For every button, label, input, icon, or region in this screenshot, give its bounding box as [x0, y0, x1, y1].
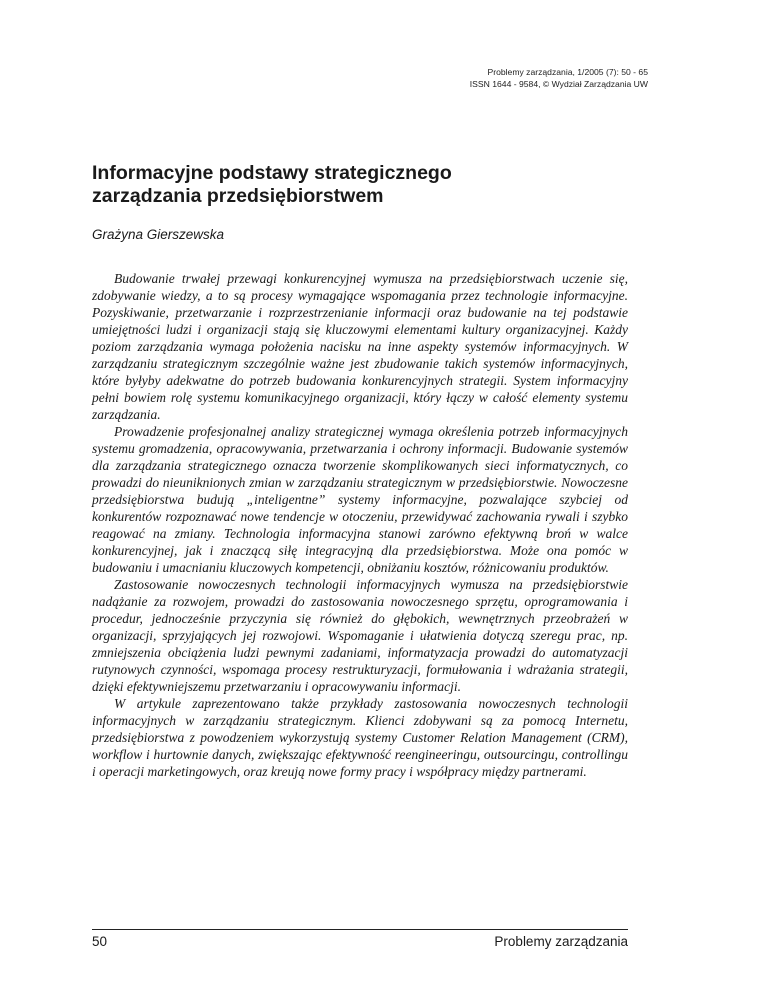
citation-line-issn: ISSN 1644 - 9584, © Wydział Zarządzania UW [469, 79, 648, 89]
page-number: 50 [92, 934, 108, 949]
article-abstract [92, 270, 628, 780]
journal-citation [470, 66, 648, 90]
footer-divider [92, 929, 628, 930]
abstract-paragraph: Budowanie trwałej przewagi konkurencyjnej wymusza na przedsiębiorstwach uczenie się, zdobywanie wiedzy, a to są procesy wymagające wspomagania przez technologie informacyjne. Pozyskiwanie, przetwarzanie i rozprzestrzenianie informacji oraz budowanie na tej podstawie umiejętności ludzi i organizacji stają się kluczowymi elementami kultury organizacyjnej. Każdy poziom zarządzania wymaga położenia nacisku na inne aspekty systemów informacyjnych. W zarządzaniu strategicznym szczególnie ważne jest zbudowanie takich systemów informacyjnych, które byłyby adekwatne do potrzeb budowania konkurencyjnych strategii. System informacyjny pełni bowiem rolę systemu komunikacyjnego organizacji, który łączy w całość elementy systemu zarządzania. [92, 271, 628, 422]
abstract-paragraph: Prowadzenie profesjonalnej analizy strategicznej wymaga określenia potrzeb informacyjnych systemu gromadzenia, opracowywania, przetwarzania i ochrony informacji. Budowanie systemów dla zarządzania strategicznego oznacza tworzenie skomplikowanych sieci informatycznych, co prowadzi do nieuniknionych zmian w zarządzaniu strategicznym w przedsiębiorstwie. Nowoczesne przedsiębiorstwa budują „inteligentne” systemy informacyjne, pozwalające szybciej od konkurentów rozpoznawać nowe tendencje w otoczeniu, przewidywać zachowania rywali i szybko reagować na zmiany. Technologia informacyjna stanowi zarówno efektywną broń w walce konkurencyjnej, jak i znaczącą siłę integracyjną dla przedsiębiorstwa. Może ona pomóc w budowaniu i umacnianiu kluczowych kompetencji, obniżaniu kosztów, różnicowaniu produktów. [92, 424, 628, 575]
footer-journal-name: Problemy zarządzania [494, 934, 628, 949]
abstract-paragraph: W artykule zaprezentowano także przykłady zastosowania nowoczesnych technologii informacyjnych w zarządzaniu strategicznym. Klienci zdobywani są za pomocą Internetu, przedsiębiorstwa z powodzeniem wykorzystują systemy Customer Relation Management (CRM), workflow i hurtownie danych, zwiększając efektywność reengineeringu, outsourcingu, controllingu i operacji marketingowych, oraz kreują nowe formy pracy i współpracy między partnerami. [92, 696, 628, 779]
citation-line-issue: Problemy zarządzania, 1/2005 (7): 50 - 65 [487, 67, 648, 77]
article-author: Grażyna Gierszewska [92, 227, 225, 242]
article-title-line-1: Informacyjne podstawy strategicznego [92, 162, 452, 184]
abstract-paragraph: Zastosowanie nowoczesnych technologii informacyjnych wymusza na przedsiębiorstwie nadążanie za rozwojem, prowadzi do zastosowania nowoczesnego sprzętu, oprogramowania i procedur, jednocześnie przyczynia się również do głębokich, wewnętrznych przeobrażeń w organizacji, sprzyjających jej rozwojowi. Wspomaganie i ułatwienia dotyczą szeregu prac, np. zmniejszenia obciążenia ludzi pewnymi zadaniami, informatyzacja prowadzi do automatyzacji rutynowych czynności, wspomaga procesy restrukturyzacji, formułowania i wdrażania strategii, dzięki efektywniejszemu przetwarzaniu i opracowywaniu informacji. [92, 577, 628, 694]
article-title [92, 162, 652, 208]
article-title-line-2: zarządzania przedsiębiorstwem [92, 185, 384, 207]
